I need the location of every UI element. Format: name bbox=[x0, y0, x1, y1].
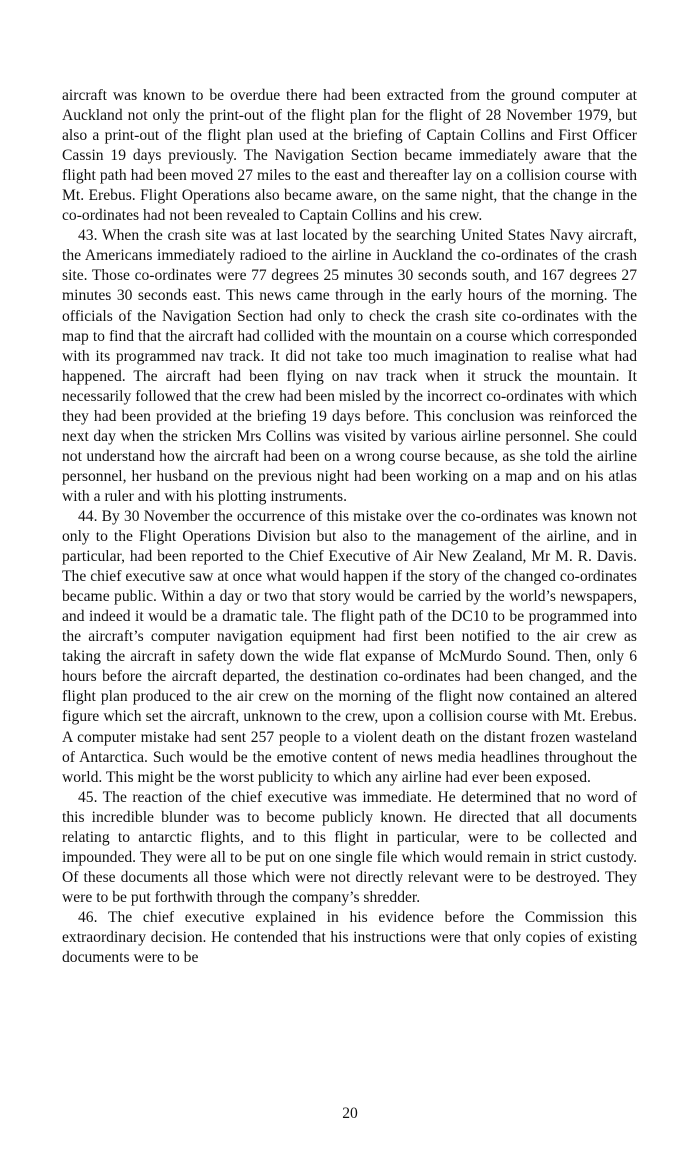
paragraph-43: 43. When the crash site was at last located by the searching United States Navy aircraft, the Americans immediately radioed to the airline in Auckland the co-ordinates of the crash site. Those co-ordinates were 77 degrees 25 minutes 30 seconds south, and 167 degrees 27 minutes 30 seconds east. This news came through in the early hours of the morning. The officials of the Navigation Section had only to check the crash site co-ordinates with the map to find that the aircraft had collided with the mountain on a course which corresponded with its programmed nav track. It did not take too much imagination to realise what had happened. The aircraft had been flying on nav track when it struck the mountain. It necessarily followed that the crew had been misled by the incorrect co-ordinates with which they had been provided at the briefing 19 days before. This conclusion was reinforced the next day when the stricken Mrs Collins was visited by various airline personnel. She could not understand how the aircraft had been on a wrong course because, as she told the airline personnel, her husband on the previous night had been working on a map and on his atlas with a ruler and with his plotting instruments. bbox=[62, 227, 637, 505]
page-body bbox=[62, 86, 637, 968]
paragraph-44: 44. By 30 November the occurrence of this mistake over the co-ordinates was known not only to the Flight Operations Division but also to the management of the airline, and in particular, had been reported to the Chief Executive of Air New Zealand, Mr M. R. Davis. The chief executive saw at once what would happen if the story of the changed co-ordinates became public. Within a day or two that story would be carried by the world’s newspapers, and indeed it would be a dramatic tale. The flight path of the DC10 to be programmed into the aircraft’s computer navigation equipment had first been notified to the air crew as taking the aircraft in safety down the wide flat expanse of McMurdo Sound. Then, only 6 hours before the aircraft departed, the destination co-ordinates had been changed, and the flight plan produced to the air crew on the morning of the flight now contained an altered figure which set the aircraft, unknown to the crew, upon a collision course with Mt. Erebus. A computer mistake had sent 257 people to a violent death on the distant frozen wasteland of Antarctica. Such would be the emotive content of news media headlines throughout the world. This might be the worst publicity to which any airline had ever been exposed. bbox=[62, 507, 637, 786]
paragraph-continuation: aircraft was known to be overdue there had been extracted from the ground computer at Auckland not only the print-out of the flight plan for the flight of 28 November 1979, but also a print-out of the flight plan used at the briefing of Captain Collins and First Officer Cassin 19 days previously. The Navigation Section became immediately aware that the flight path had been moved 27 miles to the east and thereafter lay on a collision course with Mt. Erebus. Flight Operations also became aware, on the same night, that the change in the co-ordinates had not been revealed to Captain Collins and his crew. bbox=[62, 87, 637, 225]
paragraph-46: 46. The chief executive explained in his evidence before the Commission this extraordinary decision. He contended that his instructions were that only copies of existing documents were to be bbox=[62, 908, 637, 967]
paragraph-45: 45. The reaction of the chief executive was immediate. He determined that no word of this incredible blunder was to become publicly known. He directed that all documents relating to antarctic flights, and to this flight in particular, were to be collected and impounded. They were all to be put on one single file which would remain in strict custody. Of these documents all those which were not directly relevant were to be destroyed. They were to be put forthwith through the company’s shredder. bbox=[62, 788, 637, 906]
page-number: 20 bbox=[342, 1105, 358, 1122]
